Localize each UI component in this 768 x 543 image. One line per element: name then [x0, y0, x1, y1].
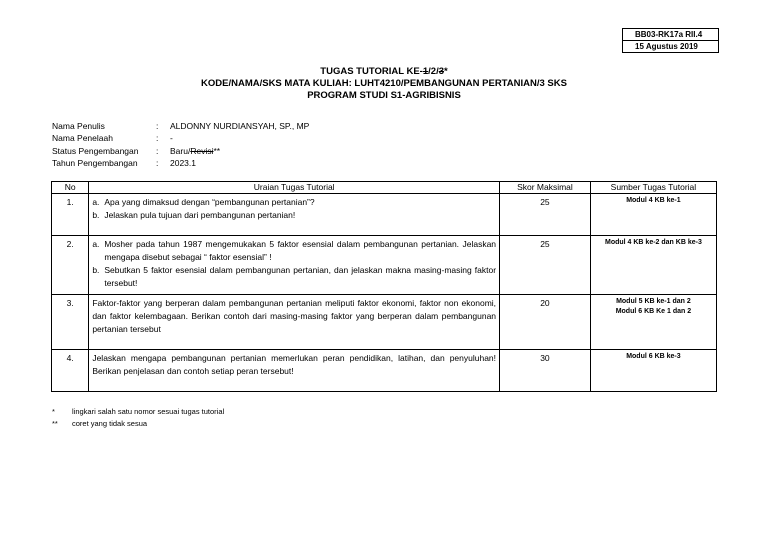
row-description — [89, 350, 500, 392]
title-suffix: * — [444, 66, 448, 77]
title-line-1 — [0, 66, 768, 78]
title-block — [0, 66, 768, 102]
table-row — [52, 194, 717, 236]
meta-row: Nama Penelaah : - — [52, 133, 173, 144]
meta-row: Status Pengembangan : Baru/Revisi** — [52, 145, 221, 156]
table-row — [52, 350, 717, 392]
row-description — [89, 236, 500, 295]
task-table — [51, 181, 717, 392]
row-score: 25 — [500, 194, 591, 236]
task-item: Jelaskan mengapa pembangunan pertanian memerlukan peran pendidikan, latihan, dan penyuluhan! Berikan penjelasan dan contoh setiap peran tersebut! — [92, 353, 497, 376]
meta-label: Nama Penulis — [52, 121, 105, 131]
row-source: Modul 4 KB ke-1 — [590, 194, 716, 236]
table-row — [52, 236, 717, 295]
row-number: 4. — [52, 350, 89, 392]
row-source: Modul 6 KB ke-3 — [590, 350, 716, 392]
task-item: Faktor-faktor yang berperan dalam pembangunan pertanian meliputi faktor ekonomi, faktor non ekonomi, dan faktor kelembagaan. Berikan contoh dari masing-masing faktor yang berperan dalam pembangunan pertanian tersebut — [92, 298, 497, 334]
title-line-3: PROGRAM STUDI S1-AGRIBISNIS — [307, 90, 461, 101]
row-number: 1. — [52, 194, 89, 236]
document-code-box — [622, 28, 719, 53]
row-description — [89, 194, 500, 236]
meta-value: 2023.1 — [170, 157, 196, 168]
row-source: Modul 5 KB ke-1 dan 2 Modul 6 KB Ke 1 dan 2 — [590, 295, 716, 350]
table-header-row — [52, 182, 717, 194]
table-row — [52, 295, 717, 350]
meta-label: Tahun Pengembangan — [52, 157, 138, 168]
title-sep: /2/ — [428, 66, 439, 77]
row-source: Modul 4 KB ke-2 dan KB ke-3 — [590, 236, 716, 295]
title-prefix: TUGAS TUTORIAL KE- — [320, 66, 423, 77]
row-score: 30 — [500, 350, 591, 392]
title-strike-1: 1 — [422, 66, 429, 77]
footnote: ** coret yang tidak sesua — [52, 419, 148, 428]
meta-value: ALDONNY NURDIANSYAH, SP., MP — [170, 121, 310, 131]
header-description: Uraian Tugas Tutorial — [89, 182, 500, 194]
meta-label: Status Pengembangan — [52, 145, 139, 156]
row-number: 2. — [52, 236, 89, 295]
header-no: No — [52, 182, 89, 194]
row-score: 25 — [500, 236, 591, 295]
document-code: BB03-RK17a RII.4 — [635, 30, 703, 39]
task-item: a. Mosher pada tahun 1987 mengemukakan 5 faktor esensial dalam pembangunan pertanian. Jelaskan mengapa disebut sebagai “ faktor esensial” ! — [92, 239, 497, 262]
row-description — [89, 295, 500, 350]
footnotes — [52, 406, 224, 430]
title-strike-2: 3 — [438, 66, 445, 77]
document-date: 15 Agustus 2019 — [623, 40, 718, 52]
task-item: b. Jelaskan pula tujuan dari pembangunan pertanian! — [92, 210, 296, 220]
header-source: Sumber Tugas Tutorial — [590, 182, 716, 194]
meta-row: Nama Penulis : ALDONNY NURDIANSYAH, SP., MP — [52, 121, 310, 131]
meta-info — [52, 120, 309, 169]
meta-value: - — [170, 133, 173, 144]
header-score: Skor Maksimal — [500, 182, 591, 194]
task-item: a. Apa yang dimaksud dengan “pembangunan pertanian”? — [92, 197, 315, 207]
meta-label: Nama Penelaah — [52, 133, 113, 144]
task-item: b. Sebutkan 5 faktor esensial dalam pembangunan pertanian, dan jelaskan makna masing-masing faktor tersebut! — [92, 265, 497, 288]
row-score: 20 — [500, 295, 591, 350]
meta-value: Baru/Revisi** — [170, 145, 221, 156]
title-line-2: KODE/NAMA/SKS MATA KULIAH: LUHT4210/PEMBANGUNAN PERTANIAN/3 SKS — [201, 78, 567, 89]
row-number: 3. — [52, 295, 89, 350]
footnote: * lingkari salah satu nomor sesuai tugas tutorial — [52, 407, 225, 416]
meta-row: Tahun Pengembangan : 2023.1 — [52, 157, 196, 168]
